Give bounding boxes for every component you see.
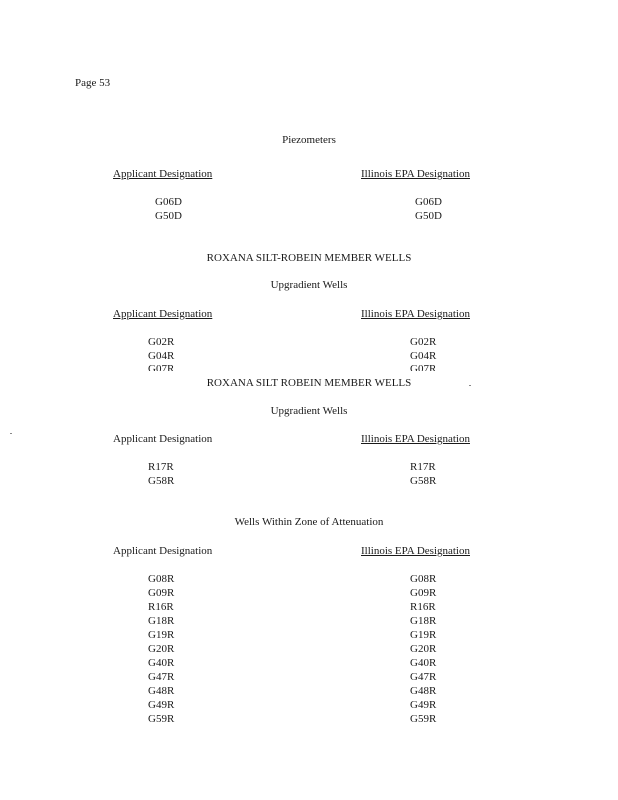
piezometers-header-applicant: Applicant Designation (113, 168, 213, 180)
table-cell: G20R (148, 643, 175, 655)
scan-speck (469, 385, 471, 386)
table-cell: G09R (148, 587, 175, 599)
table-cell: G19R (410, 629, 437, 641)
roxana-1-header-epa: Illinois EPA Designation (361, 308, 470, 320)
piezometers-title: Piezometers (282, 134, 336, 146)
table-cell: R16R (410, 601, 436, 613)
roxana-section-2-title: ROXANA SILT ROBEIN MEMBER WELLS (206, 377, 412, 389)
table-cell: G58R (148, 475, 175, 487)
roxana-2-header-epa: Illinois EPA Designation (361, 433, 470, 445)
table-cell: G08R (410, 573, 437, 585)
table-cell: G09R (410, 587, 437, 599)
table-cell: G58R (410, 475, 437, 487)
table-cell: G04R (148, 350, 175, 362)
attenuation-header-epa: Illinois EPA Designation (361, 545, 470, 557)
table-cell: G40R (148, 657, 175, 669)
table-cell: G59R (148, 713, 175, 725)
table-cell: G02R (148, 336, 175, 348)
table-cell: G08R (148, 573, 175, 585)
table-cell: G47R (410, 671, 437, 683)
table-cell: G49R (410, 699, 437, 711)
table-cell: G50D (155, 210, 182, 222)
table-cell: R17R (410, 461, 436, 473)
piezometers-header-epa: Illinois EPA Designation (361, 168, 470, 180)
roxana-section-1-title: ROXANA SILT-ROBEIN MEMBER WELLS (206, 252, 412, 264)
attenuation-header-applicant: Applicant Designation (113, 545, 213, 557)
table-cell: G18R (148, 615, 175, 627)
roxana-2-header-applicant: Applicant Designation (113, 433, 213, 445)
table-cell: G07R (410, 363, 437, 371)
table-cell: G50D (415, 210, 442, 222)
table-cell: G19R (148, 629, 175, 641)
roxana-1-header-applicant: Applicant Designation (113, 308, 213, 320)
roxana-section-1-subtitle: Upgradient Wells (270, 279, 348, 291)
attenuation-subtitle: Wells Within Zone of Attenuation (234, 516, 384, 528)
table-cell: G48R (410, 685, 437, 697)
table-cell: G06D (415, 196, 442, 208)
table-cell: R17R (148, 461, 174, 473)
scan-speck (10, 433, 12, 434)
table-cell: G47R (148, 671, 175, 683)
table-cell: G49R (148, 699, 175, 711)
table-cell: G07R (148, 363, 175, 371)
roxana-section-2-subtitle: Upgradient Wells (270, 405, 348, 417)
table-cell: G18R (410, 615, 437, 627)
table-cell: G48R (148, 685, 175, 697)
table-cell: G06D (155, 196, 182, 208)
table-cell: G59R (410, 713, 437, 725)
table-cell: G02R (410, 336, 437, 348)
page-label: Page 53 (75, 77, 111, 89)
table-cell: G20R (410, 643, 437, 655)
table-cell: G40R (410, 657, 437, 669)
table-cell: R16R (148, 601, 174, 613)
table-cell: G04R (410, 350, 437, 362)
